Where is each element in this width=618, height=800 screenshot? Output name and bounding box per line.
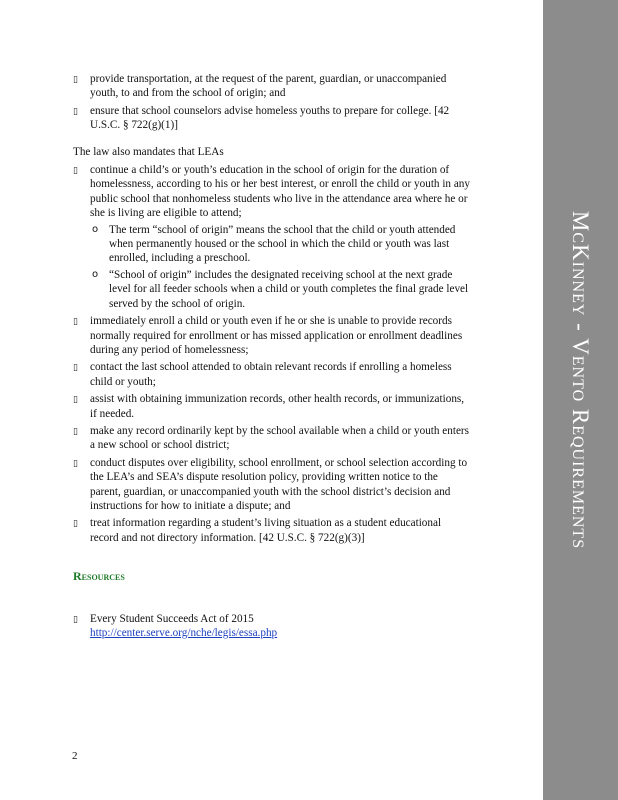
list-item [73,163,471,311]
list-item [73,72,471,101]
bullet-text: treat information regarding a student’s living situation as a student educational record and not directory information. [42 U.S.C. § 722(g)(3)] [90,517,442,544]
bullet-text: contact the last school attended to obtain relevant records if enrolling a homeless child or youth; [90,361,452,388]
list-item [73,516,471,545]
bullet-text: assist with obtaining immunization records, other health records, or immunizations, if needed. [90,393,465,420]
bullet-icon: ▯ [73,166,78,177]
sub-list-item [90,223,471,266]
circle-bullet-icon: o [92,268,99,280]
bullet-icon: ▯ [73,106,78,117]
bullet-icon: ▯ [73,426,78,437]
bullet-icon: ▯ [73,519,78,530]
sub-bullet-text: The term “school of origin” means the school that the child or youth attended when permanently housed or the school in which the child or youth was last enrolled, including a preschool. [109,223,456,265]
page-number: 2 [72,750,78,762]
sub-list-item [90,268,471,311]
bullet-icon: ▯ [73,458,78,469]
list-item [73,392,471,421]
sidebar-title: McKinney - Vento Requirements [568,210,593,550]
intro-text: The law also mandates that LEAs [73,145,224,158]
list-item [73,104,471,133]
list-item [73,360,471,389]
bullet-text: ensure that school counselors advise homeless youths to prepare for college. [42 U.S.C. § 722(g)(1)] [90,104,450,132]
bullet-icon: ▯ [73,363,78,374]
bullet-text: immediately enroll a child or youth even if he or she is unable to provide records normally required for enrollment or has missed application or enrollment deadlines during any period of homelessness; [90,315,463,356]
list-item [73,456,471,514]
resources-list [73,612,471,641]
sub-bullet-list [90,223,471,311]
bullet-text: conduct disputes over eligibility, school enrollment, or school selection according to the LEA’s and SEA’s dispute resolution policy, providing written notice to the parent, guardian, or unaccompanied youth with the school district’s decision and instructions for how to initiate a dispute; and [90,456,468,512]
bullet-text: make any record ordinarily kept by the school available when a child or youth enters a new school or school district; [90,424,470,452]
bullet-icon: ▯ [73,614,78,625]
list-item [73,314,471,357]
lea-bullet-list [73,163,471,545]
top-bullet-list [73,72,471,133]
bullet-icon: ▯ [73,317,78,328]
bullet-icon: ▯ [73,395,78,406]
sub-bullet-text: “School of origin” includes the designated receiving school at the next grade level for all feeder schools when a child or youth completes the final grade level served by the school of origin. [109,268,469,310]
main-content [73,72,471,643]
resource-link[interactable]: http://center.serve.org/nche/legis/essa.php [90,627,278,639]
resource-item [73,612,471,641]
bullet-text: continue a child’s or youth’s education in the school of origin for the duration of homelessness, according to his or her best interest, or enroll the child or youth in any public school that nonhomeless students who live in the attendance area where he or she is living are eligible to attend; [90,164,470,220]
resource-label: Every Student Succeeds Act of 2015 [90,612,254,625]
bullet-text: provide transportation, at the request of the parent, guardian, or unaccompanied youth, to and from the school of origin; and [90,73,447,100]
bullet-icon: ▯ [73,75,78,85]
circle-bullet-icon: o [92,223,99,235]
resources-heading: Resources [73,569,125,584]
list-item [73,424,471,453]
